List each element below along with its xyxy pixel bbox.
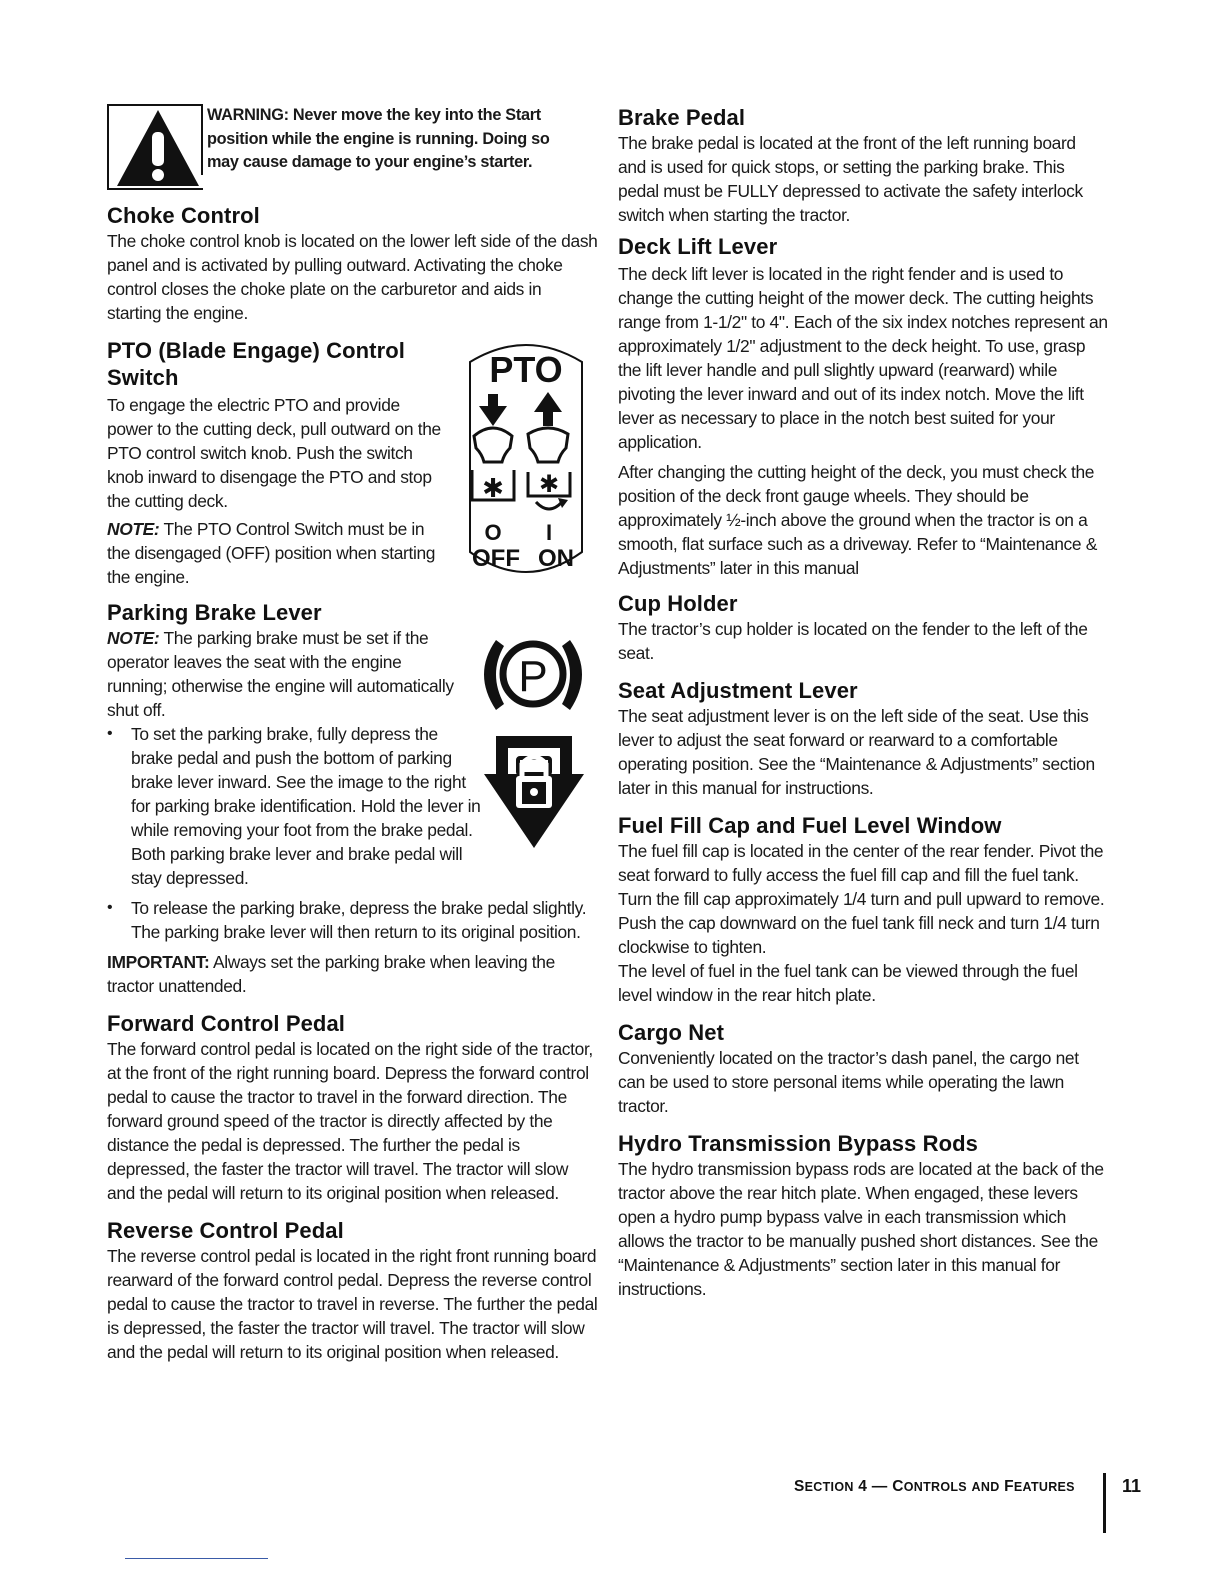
important-label: IMPORTANT: [107,952,210,972]
fuel-heading: Fuel Fill Cap and Fuel Level Window [618,813,1002,838]
hydro-heading: Hydro Transmission Bypass Rods [618,1131,978,1156]
and-word: AND [971,1480,1000,1494]
fuel-body-2: The level of fuel in the fuel tank can be viewed through the fuel level window in the rear hitch plate. [618,961,1078,1005]
features-f: F [1004,1478,1014,1495]
pto-note-text: The PTO Control Switch must be in the disengaged (OFF) position when starting the engine. [107,519,436,587]
warning-line: may cause damage to your engine’s starter. [207,153,533,171]
parking-lock-icon [482,730,586,850]
important-text: Always set the parking brake when leaving the tractor unattended. [107,952,555,996]
choke-heading: Choke Control [107,203,260,228]
note-label: NOTE: [107,628,160,648]
page-number: 11 [1122,1476,1142,1496]
pto-heading-line1: PTO (Blade Engage) Control [107,338,405,363]
note-label: NOTE: [107,519,160,539]
seat-body: The seat adjustment lever is on the left side of the seat. Use this lever to adjust the seat forward or rearward to a comfortable operating position. See the “Maintenance & Adjustments” section later in this manual for instructions. [618,706,1095,798]
pto-off-star-icon [472,470,514,504]
pto-heading [107,337,447,391]
features-word: EATURES [1013,1480,1075,1494]
brake-body: The brake pedal is located at the front of the left running board and is used for quick stops, or setting the parking brake. This pedal must be FULLY depressed to activate the safety interlock switch when starting the tractor. [618,133,1083,225]
warning-box [107,104,599,192]
forward-heading: Forward Control Pedal [107,1011,346,1036]
pto-body: To engage the electric PTO and provide power to the cutting deck, pull outward on the PTO control switch knob. Push the switch knob inward to disengage the PTO and stop the cutting deck. [107,395,441,511]
cup-heading: Cup Holder [618,591,738,616]
parking-p-letter: P [518,652,548,701]
cargo-body: Conveniently located on the tractor’s dash panel, the cargo net can be used to store personal items while operating the lawn tractor. [618,1048,1079,1116]
cup-body: The tractor’s cup holder is located on the fender to the left of the seat. [618,619,1088,663]
pto-off-symbol: O [484,520,502,545]
controls-c: C [892,1478,904,1495]
seat-heading: Seat Adjustment Lever [618,678,858,703]
parking-note-text: The parking brake must be set if the operator leaves the seat with the engine running; otherwise the engine will automatically shut off. [107,628,454,720]
knob-icon [474,428,568,462]
pto-on-label: ON [538,545,574,572]
parking-brake-symbol [478,628,588,720]
pto-heading-line2: Switch [107,365,179,390]
pto-label: PTO [489,349,563,390]
brake-heading: Brake Pedal [618,105,746,130]
warning-text [201,104,627,175]
svg-text:✱: ✱ [482,474,504,504]
warning-line: position while the engine is running. Doing so [207,129,550,148]
svg-text:✱: ✱ [538,470,560,498]
controls-word: ONTROLS [903,1480,967,1494]
pto-on-symbol: I [545,520,553,545]
reverse-heading: Reverse Control Pedal [107,1218,344,1243]
warning-icon-frame [107,104,203,190]
parking-heading: Parking Brake Lever [107,600,322,625]
footer-divider [1103,1473,1106,1533]
pto-note [107,517,447,589]
section-word: ECTION [804,1480,854,1494]
hydro-body: The hydro transmission bypass rods are located at the back of the tractor above the rear hitch plate. When engaged, these levers open a hydro pump bypass valve in each transmission which allows the tractor to be manually pushed short distances. See the “Maintenance & Adjustments” section later in this manual for instructions. [618,1159,1104,1299]
parking-bullet-release: • To release the parking brake, depress the brake pedal slightly. The parking brake lever will then return to its original position. [107,896,599,944]
deck-body-1: The deck lift lever is located in the right fender and is used to change the cutting height of the mower deck. The cutting heights range from 1-1/2" to 4". Each of the six index notches represent an approximately 1/2" adjustment to the deck height. To use, grasp the lift lever handle and pull slightly upward (rearward) while pivoting the lever inward and out of its index notch. Move the lift lever as necessary to place in the notch best suited for your application. [618,264,1108,452]
section-s: S [794,1478,805,1495]
fuel-body-1: The fuel fill cap is located in the center of the rear fender. Pivot the seat forward to fully access the fuel fill cap and fill the fuel tank. Turn the fill cap approximately 1/4 turn and pull upward to remove. Push the cap downward on the fuel tank fill neck and turn 1/4 turn clockwise to tighten. [618,841,1105,957]
forward-body: The forward control pedal is located on the right side of the tractor, at the front of the right running board. Depress the forward control pedal to cause the tractor to travel in the forward direction. The forward ground speed of the tractor is directly affected by the distance the pedal is depressed. The further the pedal is depressed, the faster the tractor will travel. The tractor will slow and the pedal will return to its original position when released. [107,1039,593,1203]
section-number: 4 — [858,1478,888,1495]
parking-important [107,950,599,998]
pto-on-star-icon [528,470,570,509]
pto-off-label: OFF [472,545,520,572]
deck-heading: Deck Lift Lever [618,234,778,259]
parking-note [107,626,462,722]
reverse-body: The reverse control pedal is located in the right front running board rearward of the forward control pedal. Depress the reverse control pedal to cause the tractor to travel in reverse. The further the pedal is depressed, the faster the tractor will travel. The tractor will slow and the pedal will return to its original position when released. [107,1246,598,1362]
parking-bullet-set: • To set the parking brake, fully depress the brake pedal and push the bottom of parking brake lever inward. See the image to the right for parking brake identification. Hold the lever in while removing your foot from the brake pedal. Both parking brake lever and brake pedal will stay depressed. [107,722,481,890]
choke-body: The choke control knob is located on the lower left side of the dash panel and is activated by pulling outward. Activating the choke control closes the choke plate on the carburetor and aids in starting the engine. [107,231,598,323]
right-column [618,104,1108,1301]
cargo-heading: Cargo Net [618,1020,725,1045]
arrow-up-icon [534,392,562,426]
warning-triangle-icon [115,108,201,188]
section-title [794,1478,1075,1496]
pto-switch-figure [452,340,600,582]
bottom-rule [125,1558,268,1559]
deck-body-2: After changing the cutting height of the deck, you must check the position of the deck front gauge wheels. They should be approximately ½-inch above the ground when the tractor is on a smooth, flat surface such as a driveway. Refer to “Maintenance & Adjustments” later in this manual [618,462,1097,578]
arrow-down-icon [479,394,507,426]
warning-line: WARNING: Never move the key into the Start [207,106,541,124]
